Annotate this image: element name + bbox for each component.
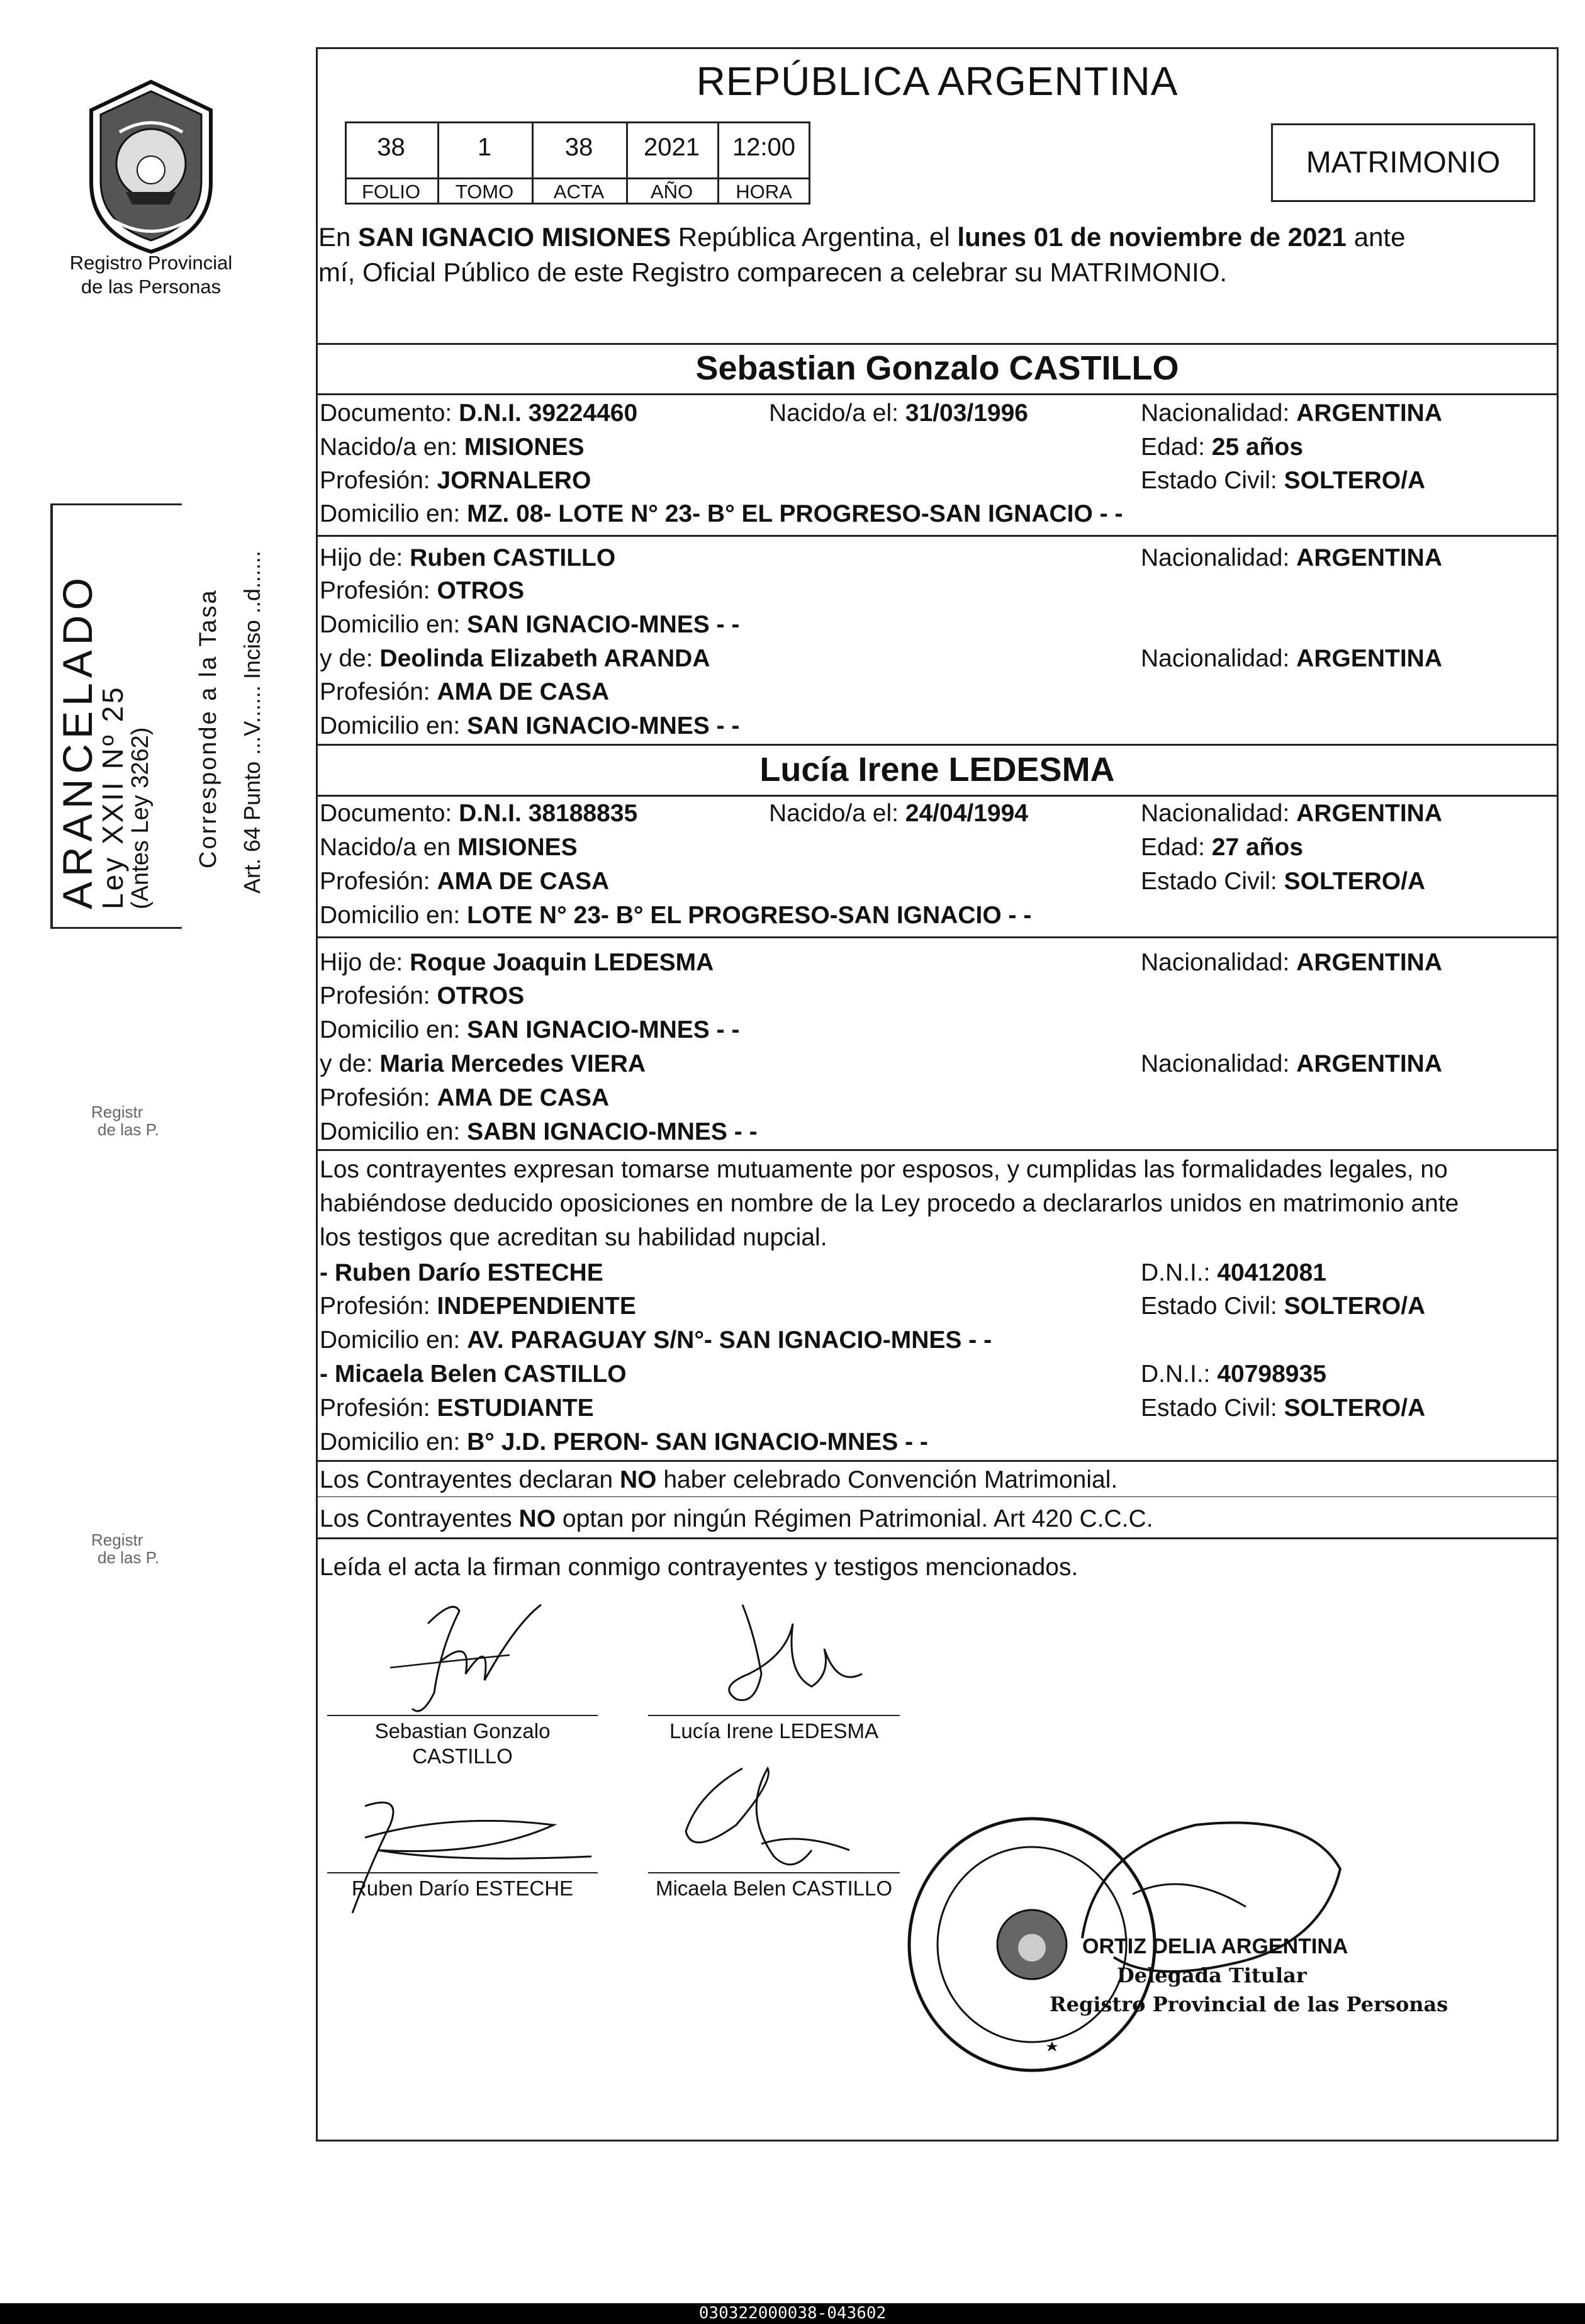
spouse1-profesion: Profesión: JORNALERO	[320, 467, 591, 494]
spouse2-father-profesion: Profesión: OTROS	[320, 982, 525, 1009]
witness1-dni: D.N.I.: 40412081	[1141, 1259, 1326, 1286]
convention-line1: Los Contrayentes declaran NO haber celebrado Convención Matrimonial.	[320, 1466, 1118, 1493]
spouse1-documento: Documento: D.N.I. 39224460	[320, 400, 638, 427]
spouse1-father: Hijo de: Ruben CASTILLO	[320, 544, 616, 571]
spouse2-mother: y de: Maria Mercedes VIERA	[320, 1050, 646, 1077]
sig-label-spouse1-line2: CASTILLO	[412, 1744, 513, 1768]
spouse2-profesion: Profesión: AMA DE CASA	[320, 868, 610, 895]
witness1-name: - Ruben Darío ESTECHE	[320, 1259, 603, 1286]
spouse2-mother-nacionalidad: Nacionalidad: ARGENTINA	[1141, 1050, 1443, 1077]
sig-label-spouse1-line1: Sebastian Gonzalo	[374, 1719, 551, 1743]
spouse2-documento: Documento: D.N.I. 38188835	[320, 800, 638, 827]
folio-label: FOLIO	[361, 181, 420, 203]
sig-label-witness1: Ruben Darío ESTECHE	[351, 1877, 574, 1900]
spouse2-father-domicilio: Domicilio en: SAN IGNACIO-MNES - -	[320, 1016, 740, 1043]
spouse2-nacionalidad: Nacionalidad: ARGENTINA	[1141, 800, 1443, 827]
spouse2-father: Hijo de: Roque Joaquin LEDESMA	[320, 949, 714, 976]
spouse1-domicilio: Domicilio en: MZ. 08- LOTE N° 23- B° EL PROGRESO-SAN IGNACIO - -	[320, 500, 1123, 527]
spouse1-father-profesion: Profesión: OTROS	[320, 577, 525, 604]
margin-mark-1-line1: Registr	[91, 1103, 143, 1121]
spouse1-mother-nacionalidad: Nacionalidad: ARGENTINA	[1141, 645, 1443, 672]
tomo-value: 1	[477, 133, 492, 161]
intro-line2: mí, Oficial Público de este Registro comparecen a celebrar su MATRIMONIO.	[318, 257, 1228, 287]
folio-value: 38	[377, 133, 405, 161]
spouse1-father-domicilio: Domicilio en: SAN IGNACIO-MNES - -	[320, 611, 740, 638]
witness2-name: - Micaela Belen CASTILLO	[320, 1361, 627, 1388]
intro-line1: En SAN IGNACIO MISIONES República Argentina, el lunes 01 de noviembre de 2021 ante	[318, 222, 1406, 252]
closing-text: Leída el acta la firman conmigo contrayentes y testigos mencionados.	[320, 1554, 1078, 1581]
spouse1-nacido-el: Nacido/a el: 31/03/1996	[769, 400, 1028, 427]
signature-witness2	[648, 1756, 912, 1882]
spouse2-nacido-en: Nacido/a en MISIONES	[320, 834, 578, 861]
signature-spouse2	[661, 1598, 912, 1724]
official-role: Delegada Titular	[1117, 1963, 1307, 1987]
witness1-domicilio: Domicilio en: AV. PARAGUAY S/N°- SAN IGNACIO-MNES - -	[320, 1327, 992, 1354]
fee-stamp-law: Ley XXII Nº 25	[96, 685, 129, 909]
registry-logo	[76, 76, 227, 258]
signature-spouse1	[333, 1598, 598, 1724]
official-name: ORTIZ DELIA ARGENTINA	[1082, 1934, 1348, 1958]
spouse1-nacionalidad: Nacionalidad: ARGENTINA	[1141, 400, 1443, 427]
spouse2-father-nacionalidad: Nacionalidad: ARGENTINA	[1141, 949, 1443, 976]
spouse1-edad: Edad: 25 años	[1141, 434, 1304, 461]
witness2-domicilio: Domicilio en: B° J.D. PERON- SAN IGNACIO-MNES - -	[320, 1429, 928, 1456]
sigline-spouse1	[327, 1715, 598, 1716]
fee-stamp-article: Art. 64 Punto ...V...... Inciso ..d......	[239, 551, 265, 894]
spouse2-estado-civil: Estado Civil: SOLTERO/A	[1141, 868, 1426, 895]
anio-label: AÑO	[650, 181, 693, 203]
fee-stamp-old-law: (Antes Ley 3262)	[127, 727, 154, 909]
sigline-witness2	[648, 1872, 900, 1873]
fee-stamp	[50, 503, 179, 925]
declaration-line3: los testigos que acreditan su habilidad nupcial.	[320, 1224, 827, 1251]
witness2-estado-civil: Estado Civil: SOLTERO/A	[1141, 1395, 1426, 1422]
fee-stamp-title: ARANCELADO	[54, 573, 101, 909]
sig-label-witness2: Micaela Belen CASTILLO	[655, 1877, 892, 1900]
margin-mark-2-line1: Registr	[91, 1530, 143, 1549]
act-type-box	[1271, 123, 1535, 202]
spouse1-nacido-en: Nacido/a en: MISIONES	[320, 434, 585, 461]
country-title: REPÚBLICA ARGENTINA	[696, 59, 1179, 104]
spouse1-mother: y de: Deolinda Elizabeth ARANDA	[320, 645, 710, 672]
spouse2-domicilio: Domicilio en: LOTE N° 23- B° EL PROGRESO-SAN IGNACIO - -	[320, 902, 1032, 929]
acta-value: 38	[564, 133, 593, 161]
convention-line2: Los Contrayentes NO optan por ningún Régimen Patrimonial. Art 420 C.C.C.	[320, 1505, 1153, 1532]
hora-value: 12:00	[732, 133, 796, 161]
sigline-spouse2	[648, 1715, 900, 1716]
sigline-witness1	[327, 1872, 598, 1873]
fee-stamp-rate: Corresponde a la Tasa	[195, 588, 221, 868]
anio-value: 2021	[644, 133, 700, 161]
spouse1-mother-domicilio: Domicilio en: SAN IGNACIO-MNES - -	[320, 712, 740, 739]
spouse1-name: Sebastian Gonzalo CASTILLO	[695, 349, 1179, 387]
declaration-line2: habiéndose deducido oposiciones en nombre de la Ley procedo a declararlos unidos en matrimonio ante	[320, 1190, 1459, 1217]
registry-caption-line1: Registro Provincial	[69, 252, 233, 274]
spouse2-mother-profesion: Profesión: AMA DE CASA	[320, 1084, 610, 1111]
spouse1-mother-profesion: Profesión: AMA DE CASA	[320, 678, 610, 705]
margin-mark-2-line2: de las P.	[98, 1548, 159, 1567]
spouse2-nacido-el: Nacido/a el: 24/04/1994	[769, 800, 1028, 827]
spouse2-mother-domicilio: Domicilio en: SABN IGNACIO-MNES - -	[320, 1118, 758, 1145]
witness1-estado-civil: Estado Civil: SOLTERO/A	[1141, 1293, 1426, 1320]
signature-witness1	[327, 1787, 604, 1926]
acta-label: ACTA	[553, 181, 605, 203]
spouse1-father-nacionalidad: Nacionalidad: ARGENTINA	[1141, 544, 1443, 571]
spouse2-edad: Edad: 27 años	[1141, 834, 1304, 861]
hora-label: HORA	[736, 181, 792, 203]
margin-mark-1-line2: de las P.	[98, 1120, 159, 1139]
witness1-profesion: Profesión: INDEPENDIENTE	[320, 1293, 636, 1320]
spouse1-estado-civil: Estado Civil: SOLTERO/A	[1141, 467, 1426, 494]
declaration-line1: Los contrayentes expresan tomarse mutuamente por esposos, y cumplidas las formalidades legales, no	[320, 1156, 1448, 1183]
witness2-profesion: Profesión: ESTUDIANTE	[320, 1395, 594, 1422]
act-type: MATRIMONIO	[1306, 146, 1501, 179]
witness2-dni: D.N.I.: 40798935	[1141, 1361, 1326, 1388]
barcode-number: 030322000038-043602	[0, 2303, 1585, 2324]
official-office: Registro Provincial de las Personas	[1050, 1992, 1448, 2016]
sig-label-spouse2: Lucía Irene LEDESMA	[669, 1719, 878, 1743]
spouse2-name: Lucía Irene LEDESMA	[759, 751, 1115, 789]
registry-caption-line2: de las Personas	[81, 276, 221, 298]
tomo-label: TOMO	[455, 181, 514, 203]
